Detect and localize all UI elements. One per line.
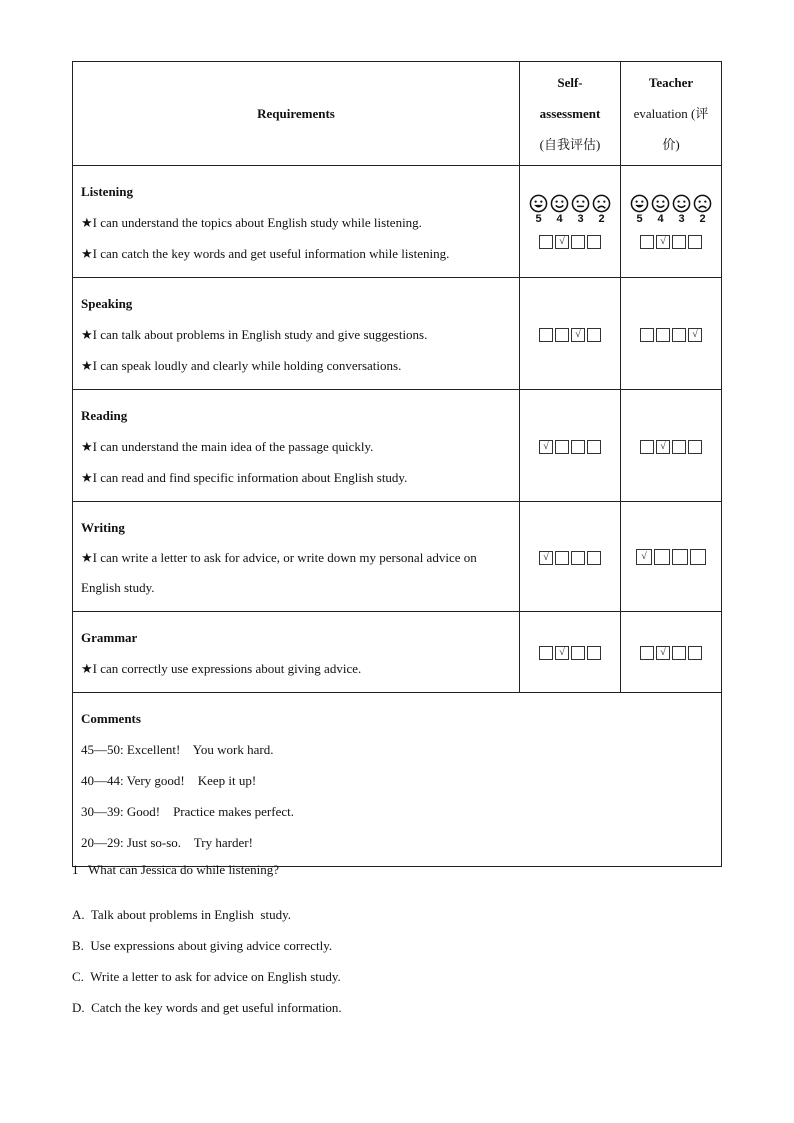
check-mark-icon: √ (559, 236, 565, 247)
scale-number: 4 (556, 212, 563, 225)
teacher-checkbox-group (621, 644, 721, 660)
section-row-speaking (73, 278, 722, 390)
requirement-item: ★I can understand the topics about English study while listening. (81, 215, 422, 230)
requirement-item: ★I can read and find specific information about English study. (81, 470, 408, 485)
section-title: Writing (81, 520, 125, 535)
teacher-checkbox-group (621, 437, 721, 453)
rating-checkbox[interactable] (640, 646, 654, 660)
scale-number: 2 (598, 212, 605, 225)
teacher-evaluation-header (621, 62, 722, 166)
rating-checkbox[interactable] (571, 551, 585, 565)
check-mark-icon: √ (575, 328, 581, 340)
option-c[interactable]: C. Write a letter to ask for advice on English study. (72, 969, 341, 984)
section-requirements (73, 390, 520, 502)
face-2 (693, 194, 712, 225)
comment-line: 45—50: Excellent! You work hard. (81, 742, 274, 757)
rating-checkbox[interactable] (672, 549, 688, 565)
rating-checkbox[interactable] (539, 646, 553, 660)
section-requirements (73, 166, 520, 278)
requirement-item: ★I can catch the key words and get useful information while listening. (81, 246, 450, 261)
rating-checkbox[interactable] (555, 440, 569, 454)
rating-checkbox[interactable] (571, 328, 585, 342)
option-a[interactable]: A. Talk about problems in English study. (72, 907, 291, 922)
face-4 (651, 194, 670, 225)
teacher-checkbox-group (621, 325, 721, 341)
sad-face-icon (693, 194, 712, 213)
section-row-writing (73, 502, 722, 612)
self-assessment-cell (520, 390, 621, 502)
self-header-line3: (自我评估) (539, 137, 601, 152)
self-checkbox-group (520, 233, 620, 249)
rating-checkbox[interactable] (571, 440, 585, 454)
rating-checkbox[interactable] (587, 235, 601, 249)
question-text: What can Jessica do while listening? (88, 862, 279, 877)
teacher-header-line3: 价) (662, 137, 680, 152)
rating-checkbox[interactable] (571, 235, 585, 249)
smile-face-icon (651, 194, 670, 213)
self-checkbox-group (520, 644, 620, 660)
rating-checkbox[interactable] (640, 440, 654, 454)
rating-checkbox[interactable] (690, 549, 706, 565)
sad-face-icon (592, 194, 611, 213)
section-title: Speaking (81, 296, 133, 311)
requirements-label: Requirements (257, 105, 335, 121)
check-mark-icon: √ (660, 236, 666, 247)
requirement-item: ★I can understand the main idea of the passage quickly. (81, 439, 374, 454)
rating-checkbox[interactable] (555, 646, 569, 660)
answer-options (72, 899, 342, 1023)
rating-checkbox[interactable] (571, 646, 585, 660)
rating-checkbox[interactable] (672, 646, 686, 660)
rating-checkbox[interactable] (539, 440, 553, 454)
rating-checkbox[interactable] (555, 328, 569, 342)
comment-line: 30—39: Good! Practice makes perfect. (81, 804, 294, 819)
comments-row (73, 693, 722, 867)
section-title: Grammar (81, 630, 138, 645)
rating-faces (520, 194, 620, 225)
scale-number: 4 (657, 212, 664, 225)
face-3 (672, 194, 691, 225)
section-row-grammar (73, 612, 722, 693)
self-assessment-cell (520, 278, 621, 390)
rating-checkbox[interactable] (640, 235, 654, 249)
rating-checkbox[interactable] (587, 328, 601, 342)
self-checkbox-group (520, 437, 620, 453)
section-requirements (73, 612, 520, 693)
section-row-listening (73, 166, 722, 278)
self-assessment-cell (520, 502, 621, 612)
teacher-header-line2: evaluation (评 (633, 106, 709, 121)
smile-face-icon (672, 194, 691, 213)
rating-checkbox[interactable] (672, 440, 686, 454)
header-row (73, 62, 722, 166)
scale-number: 5 (636, 212, 643, 225)
rating-checkbox[interactable] (672, 328, 686, 342)
teacher-evaluation-cell (621, 502, 722, 612)
scale-number: 3 (577, 212, 584, 225)
question (72, 862, 279, 878)
option-b[interactable]: B. Use expressions about giving advice correctly. (72, 938, 333, 953)
rating-checkbox[interactable] (688, 328, 702, 342)
comments-title: Comments (81, 711, 141, 726)
section-title: Reading (81, 408, 128, 423)
rating-checkbox[interactable] (539, 328, 553, 342)
rating-checkbox[interactable] (656, 235, 670, 249)
check-mark-icon: √ (641, 551, 647, 562)
check-mark-icon: √ (660, 647, 666, 658)
face-4 (550, 194, 569, 225)
requirement-item: ★I can write a letter to ask for advice, or write down my personal advice on English study. (81, 550, 477, 595)
neutral-face-icon (571, 194, 590, 213)
rating-checkbox[interactable] (587, 646, 601, 660)
check-mark-icon: √ (660, 440, 666, 452)
self-header-line2: assessment (539, 106, 601, 121)
teacher-evaluation-cell (621, 166, 722, 278)
self-checkbox-group (520, 548, 620, 564)
requirement-item: ★I can correctly use expressions about giving advice. (81, 661, 362, 676)
comment-line: 20—29: Just so-so. Try harder! (81, 835, 253, 850)
rating-checkbox[interactable] (555, 235, 569, 249)
self-assessment-cell (520, 166, 621, 278)
scale-number: 5 (535, 212, 542, 225)
evaluation-table (72, 61, 722, 867)
rating-checkbox[interactable] (688, 235, 702, 249)
rating-checkbox[interactable] (688, 646, 702, 660)
requirement-item: ★I can talk about problems in English study and give suggestions. (81, 327, 428, 342)
face-2 (592, 194, 611, 225)
grin-face-icon (630, 194, 649, 213)
face-5 (630, 194, 649, 225)
self-header-line1: Self- (557, 75, 583, 90)
rating-checkbox[interactable] (555, 551, 569, 565)
comments-cell (73, 693, 722, 867)
rating-checkbox[interactable] (636, 549, 652, 565)
rating-checkbox[interactable] (640, 328, 654, 342)
rating-checkbox[interactable] (688, 440, 702, 454)
section-title: Listening (81, 184, 134, 199)
requirement-item: ★I can speak loudly and clearly while holding conversations. (81, 358, 402, 373)
rating-checkbox[interactable] (656, 440, 670, 454)
self-assessment-header (520, 62, 621, 166)
grin-face-icon (529, 194, 548, 213)
self-checkbox-group (520, 325, 620, 341)
rating-checkbox[interactable] (539, 551, 553, 565)
check-mark-icon: √ (543, 551, 549, 563)
teacher-evaluation-cell (621, 278, 722, 390)
scale-number: 2 (699, 212, 706, 225)
rating-checkbox[interactable] (587, 551, 601, 565)
self-assessment-cell (520, 612, 621, 693)
check-mark-icon: √ (559, 647, 565, 658)
check-mark-icon: √ (692, 328, 698, 340)
teacher-evaluation-cell (621, 390, 722, 502)
face-5 (529, 194, 548, 225)
rating-checkbox[interactable] (656, 646, 670, 660)
scale-number: 3 (678, 212, 685, 225)
rating-checkbox[interactable] (587, 440, 601, 454)
teacher-evaluation-cell (621, 612, 722, 693)
requirements-header (73, 62, 520, 166)
comment-line: 40—44: Very good! Keep it up! (81, 773, 257, 788)
teacher-checkbox-group (621, 548, 721, 565)
rating-checkbox[interactable] (654, 549, 670, 565)
section-row-reading (73, 390, 722, 502)
face-3 (571, 194, 590, 225)
check-mark-icon: √ (543, 440, 549, 452)
teacher-header-line1: Teacher (648, 75, 694, 90)
section-requirements (73, 502, 520, 612)
rating-faces (621, 194, 721, 225)
question-number: 1 (72, 862, 79, 877)
rating-checkbox[interactable] (672, 235, 686, 249)
smile-face-icon (550, 194, 569, 213)
rating-checkbox[interactable] (539, 235, 553, 249)
section-requirements (73, 278, 520, 390)
teacher-checkbox-group (621, 233, 721, 249)
option-d[interactable]: D. Catch the key words and get useful information. (72, 1000, 342, 1015)
rating-checkbox[interactable] (656, 328, 670, 342)
